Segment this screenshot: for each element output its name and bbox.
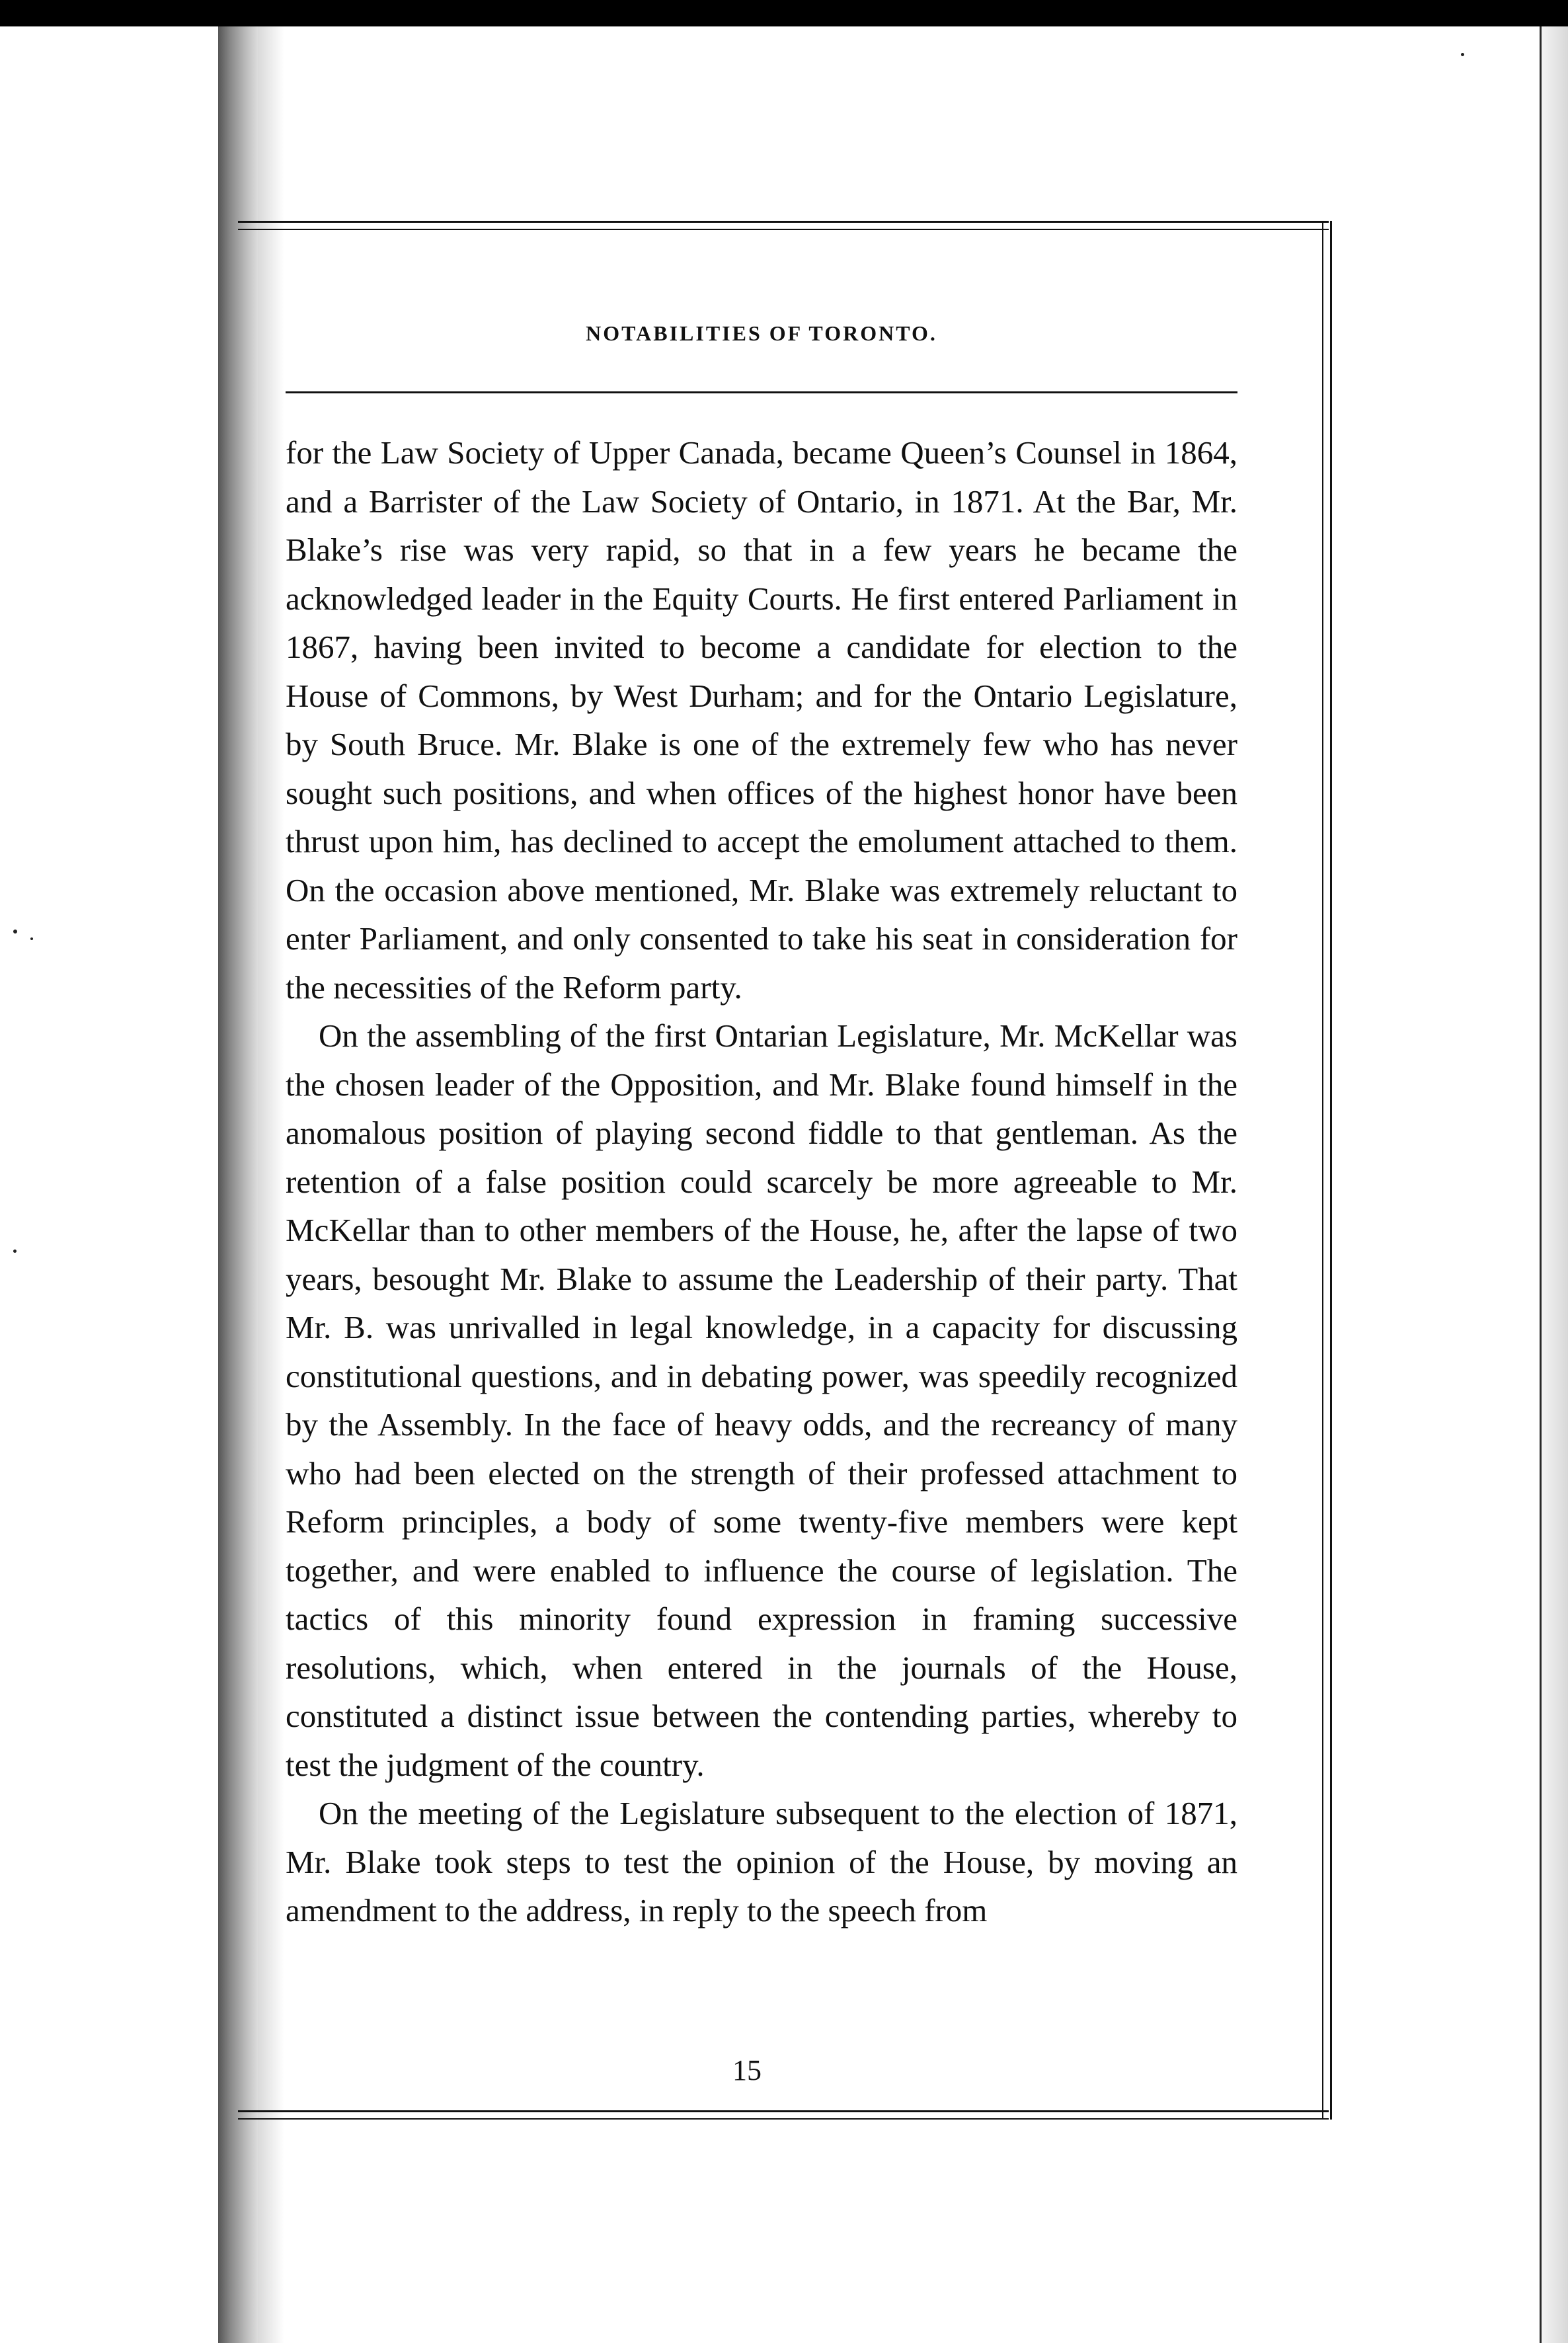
gutter-shadow <box>258 26 284 2343</box>
page-edge-right <box>1540 26 1568 2343</box>
body-text <box>286 428 1237 1935</box>
scan-speck <box>13 1250 17 1253</box>
frame-rule-top-inner <box>238 229 1329 230</box>
page-number: 15 <box>732 2054 762 2086</box>
frame-rule-bottom-inner <box>238 2118 1329 2120</box>
paragraph-2: On the assembling of the first Ontarian Legislature, Mr. McKellar was the chosen leader of the Opposition, and Mr. Blake found himself in the anomalous position of playing second fiddle to that gentleman. As the retention of a false position could scarcely be more agreeable to Mr. McKellar than to other members of the House, he, after the lapse of two years, besought Mr. Blake to assume the Leadership of their party. That Mr. B. was unrivalled in legal knowledge, in a capacity for discussing constitutional questions, and in debating power, was speedily recognized by the Assembly. In the face of heavy odds, and the recreancy of many who had been elected on the strength of their professed attachment to Reform principles, a body of some twenty-five members were kept together, and were enabled to influence the course of legislation. The tactics of this minority found expression in framing successive resolutions, which, when entered in the journals of the House, constituted a distinct issue between the contending parties, whereby to test the judgment of the country. <box>286 1017 1237 1783</box>
frame-rule-right-inner <box>1322 221 1323 2120</box>
paragraph-3: On the meeting of the Legislature subsequent to the election of 1871, Mr. Blake took steps to test the opinion of the House, by moving an amendment to the address, in reply to the speech from <box>286 1795 1237 1928</box>
scan-speck <box>13 930 17 933</box>
scan-border-top <box>0 0 1568 26</box>
frame-rule-top-outer <box>238 221 1329 223</box>
frame-rule-bottom-outer <box>238 2110 1329 2112</box>
running-head: NOTABILITIES OF TORONTO. <box>586 321 937 345</box>
binding-gutter <box>218 26 258 2343</box>
scan-speck <box>30 937 33 940</box>
frame-rule-right-outer <box>1330 221 1332 2120</box>
scan-speck <box>1461 53 1464 56</box>
running-head-rule <box>286 391 1237 393</box>
paragraph-1: for the Law Society of Upper Canada, became Queen’s Counsel in 1864, and a Barrister of the Law Society of Ontario, in 1871. At the Bar, Mr. Blake’s rise was very rapid, so that in a few years he became the acknowledged leader in the Equity Courts. He first entered Parliament in 1867, having been invited to become a candidate for election to the House of Commons, by West Durham; and for the Ontario Legislature, by South Bruce. Mr. Blake is one of the extremely few who has never sought such positions, and when offices of the highest honor have been thrust upon him, has declined to accept the emolument attached to them. On the occasion above mentioned, Mr. Blake was extremely reluctant to enter Parliament, and only consented to take his seat in consideration for the necessities of the Reform party. <box>286 434 1237 1006</box>
